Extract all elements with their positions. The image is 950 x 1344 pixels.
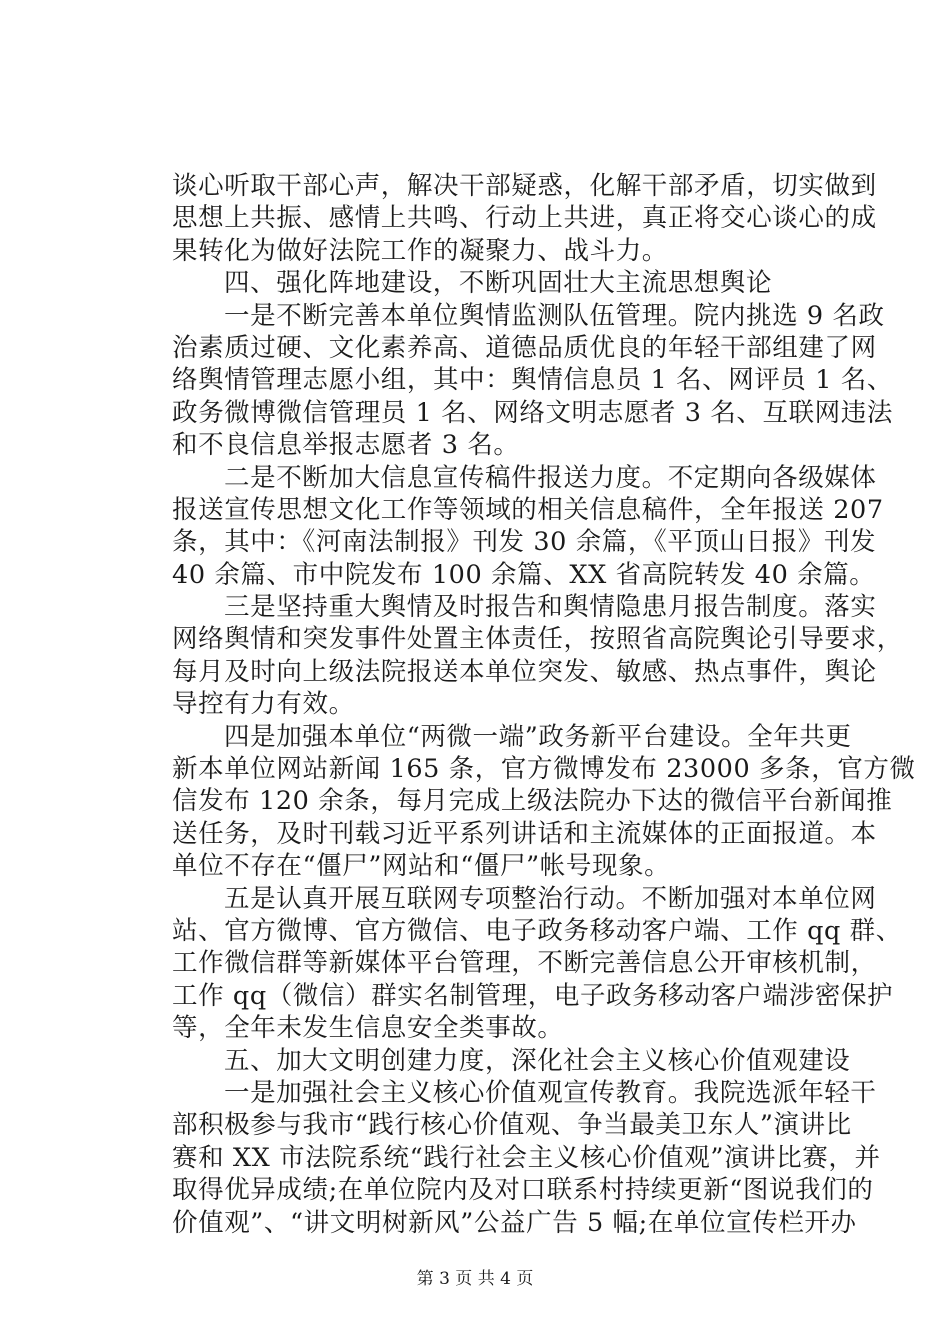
paragraph-first-line: 一是加强社会主义核心价值观宣传教育。我院选派年轻干 bbox=[224, 1077, 877, 1108]
paragraph-line: 导控有力有效。 bbox=[172, 689, 355, 720]
paragraph-line: 每月及时向上级法院报送本单位突发、敏感、热点事件，舆论 bbox=[172, 656, 877, 687]
paragraph-line: 网络舆情和突发事件处置主体责任，按照省高院舆论引导要求， bbox=[172, 624, 903, 655]
paragraph-line: 取得优异成绩;在单位院内及对口联系村持续更新“图说我们的 bbox=[172, 1175, 874, 1206]
paragraph-line: 价值观”、“讲文明树新风”公益广告 5 幅;在单位宣传栏开办 bbox=[172, 1207, 857, 1238]
paragraph-line: 思想上共振、感情上共鸣、行动上共进，真正将交心谈心的成 bbox=[172, 203, 877, 234]
paragraph-first-line: 四是加强本单位“两微一端”政务新平台建设。全年共更 bbox=[224, 721, 852, 752]
paragraph-line: 政务微博微信管理员 1 名、网络文明志愿者 3 名、互联网违法 bbox=[172, 397, 893, 428]
paragraph-line: 报送宣传思想文化工作等领域的相关信息稿件，全年报送 207 bbox=[172, 494, 884, 525]
paragraph-line: 治素质过硬、文化素养高、道德品质优良的年轻干部组建了网 bbox=[172, 332, 877, 363]
paragraph-line: 和不良信息举报志愿者 3 名。 bbox=[172, 430, 520, 461]
paragraph-first-line: 二是不断加大信息宣传稿件报送力度。不定期向各级媒体 bbox=[224, 462, 877, 493]
paragraph-line: 等，全年未发生信息安全类事故。 bbox=[172, 1013, 564, 1044]
paragraph-line: 部积极参与我市“践行核心价值观、争当最美卫东人”演讲比 bbox=[172, 1110, 852, 1141]
paragraph-line: 新本单位网站新闻 165 条，官方微博发布 23000 多条，官方微 bbox=[172, 754, 916, 785]
page-footer: 第 3 页 共 4 页 bbox=[416, 1269, 534, 1289]
paragraph-line: 络舆情管理志愿小组，其中：舆情信息员 1 名、网评员 1 名、 bbox=[172, 365, 893, 396]
paragraph-line: 赛和 XX 市法院系统“践行社会主义核心价值观”演讲比赛，并 bbox=[172, 1142, 881, 1173]
paragraph-line: 谈心听取干部心声，解决干部疑惑，化解干部矛盾，切实做到 bbox=[172, 171, 877, 201]
paragraph-line: 工作 qq（微信）群实名制管理，电子政务移动客户端涉密保护 bbox=[172, 980, 894, 1011]
paragraph-first-line: 四、强化阵地建设，不断巩固壮大主流思想舆论 bbox=[224, 268, 773, 299]
paragraph-line: 果转化为做好法院工作的凝聚力、战斗力。 bbox=[172, 235, 668, 266]
paragraph-line: 条，其中：《河南法制报》刊发 30 余篇，《平顶山日报》刊发 bbox=[172, 527, 877, 558]
paragraph-line: 信发布 120 余条，每月完成上级法院办下达的微信平台新闻推 bbox=[172, 786, 893, 817]
paragraph-line: 工作微信群等新媒体平台管理，不断完善信息公开审核机制， bbox=[172, 948, 877, 979]
paragraph-first-line: 一是不断完善本单位舆情监测队伍管理。院内挑选 9 名政 bbox=[224, 300, 885, 331]
paragraph-first-line: 五、加大文明创建力度，深化社会主义核心价值观建设 bbox=[224, 1045, 851, 1076]
paragraph-line: 单位不存在“僵尸”网站和“僵尸”帐号现象。 bbox=[172, 851, 671, 882]
document-body bbox=[172, 170, 916, 1239]
paragraph-first-line: 三是坚持重大舆情及时报告和舆情隐患月报告制度。落实 bbox=[224, 592, 877, 623]
paragraph-line: 40 余篇、市中院发布 100 余篇、XX 省高院转发 40 余篇。 bbox=[172, 559, 876, 590]
paragraph-line: 送任务，及时刊载习近平系列讲话和主流媒体的正面报道。本 bbox=[172, 818, 877, 849]
paragraph-first-line: 五是认真开展互联网专项整治行动。不断加强对本单位网 bbox=[224, 883, 877, 914]
paragraph-line: 站、官方微博、官方微信、电子政务移动客户端、工作 qq 群、 bbox=[172, 915, 902, 946]
